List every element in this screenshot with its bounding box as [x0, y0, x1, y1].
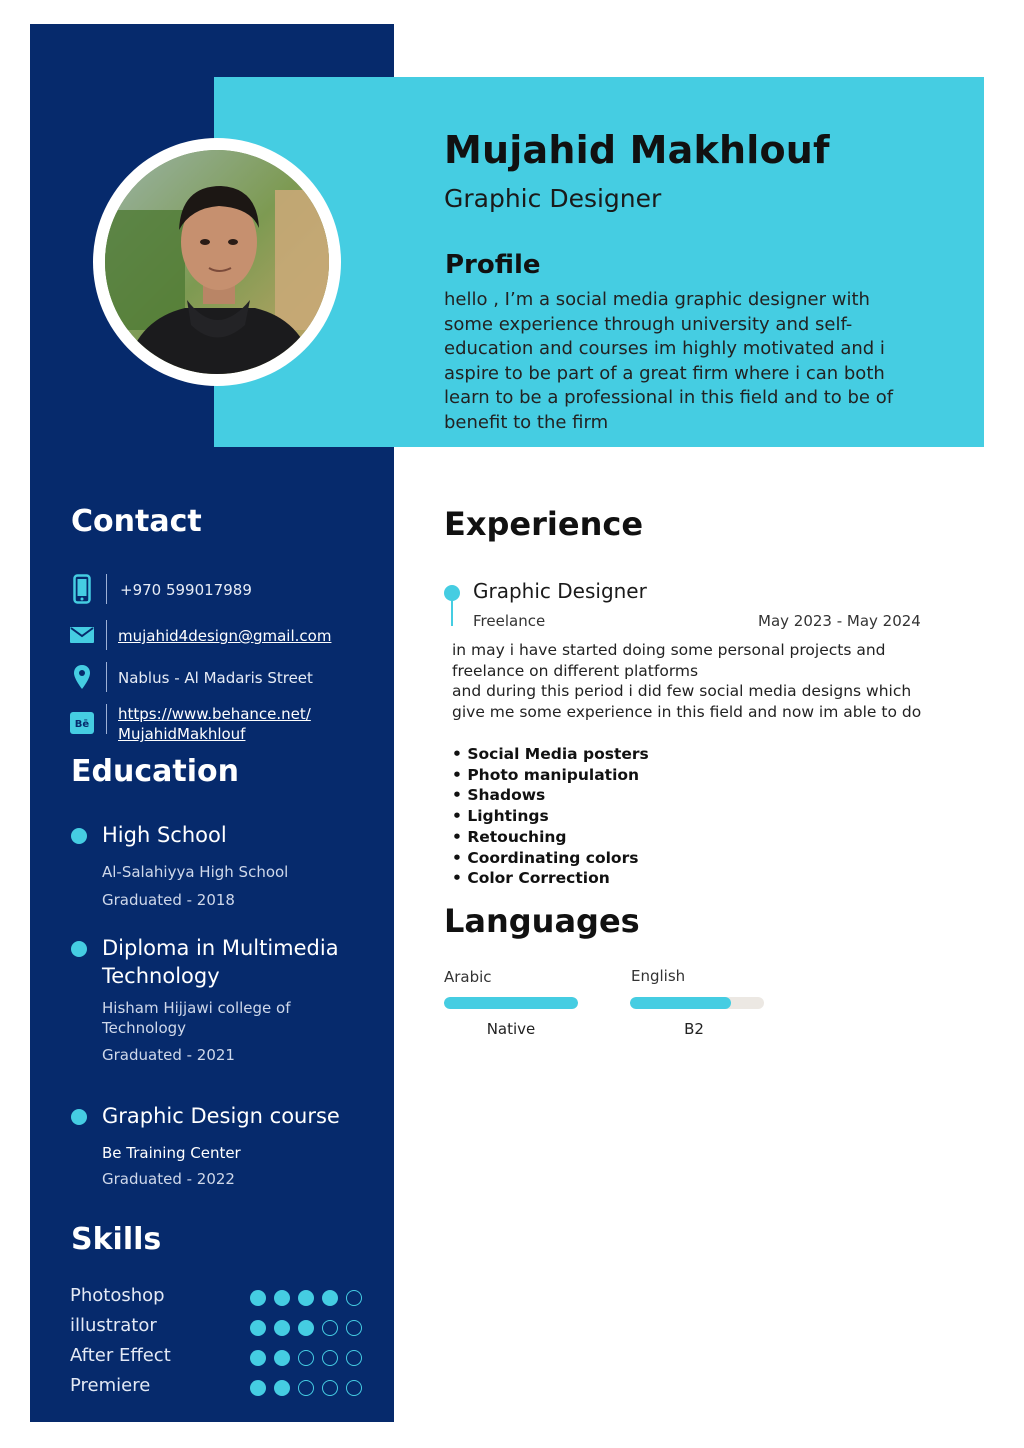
skill-dot-filled: [298, 1320, 314, 1336]
list-item: • Color Correction: [452, 869, 610, 888]
skills-heading: Skills: [71, 1222, 162, 1257]
experience-dates: May 2023 - May 2024: [758, 612, 921, 630]
contact-phone: [68, 574, 368, 608]
skill-name: Photoshop: [70, 1285, 165, 1306]
education-graduated: Graduated - 2021: [102, 1046, 235, 1064]
skill-name: illustrator: [70, 1315, 157, 1336]
skill-dot-filled: [250, 1380, 266, 1396]
skill-dot-filled: [250, 1350, 266, 1366]
experience-company: Freelance: [473, 612, 546, 630]
skill-dot-filled: [250, 1320, 266, 1336]
education-graduated: Graduated - 2022: [102, 1170, 235, 1188]
phone-text: +970 599017989: [120, 581, 252, 599]
list-item: • Lightings: [452, 807, 549, 826]
education-school: Hisham Hijjawi college of Technology: [102, 999, 291, 1037]
list-item: • Photo manipulation: [452, 765, 640, 784]
skill-dot-filled: [274, 1290, 290, 1306]
list-item: • Shadows: [452, 786, 546, 805]
language-bar: [444, 997, 578, 1009]
candidate-role: Graphic Designer: [444, 184, 662, 213]
email-icon: [68, 620, 96, 650]
behance-link[interactable]: [118, 704, 311, 744]
skill-dot-empty: [322, 1320, 338, 1336]
svg-text:Bē: Bē: [74, 719, 90, 730]
location-text: Nablus - Al Madaris Street: [118, 669, 313, 687]
experience-role: Graphic Designer: [473, 579, 647, 603]
education-bullet: [71, 941, 87, 957]
education-title: Diploma in Multimedia Technology: [102, 936, 339, 988]
education-graduated: Graduated - 2018: [102, 891, 235, 909]
education-school: Be Training Center: [102, 1144, 241, 1162]
education-school: Al-Salahiyya High School: [102, 863, 289, 881]
education-title: High School: [102, 823, 227, 847]
skill-dot-filled: [298, 1290, 314, 1306]
behance-link-line2[interactable]: MujahidMakhlouf: [118, 725, 246, 743]
portrait-image: [105, 150, 329, 374]
timeline-line: [451, 598, 453, 626]
skill-dot-filled: [322, 1290, 338, 1306]
contact-separator: [106, 620, 107, 650]
education-title: Graphic Design course: [102, 1104, 340, 1128]
language-level: Native: [486, 1020, 536, 1038]
language-name: English: [631, 967, 686, 985]
language-bar-fill: [630, 997, 731, 1009]
contact-location: [68, 662, 368, 696]
list-item: • Coordinating colors: [452, 848, 639, 867]
skill-dot-empty: [298, 1380, 314, 1396]
skill-name: Premiere: [70, 1375, 151, 1396]
avatar: [105, 150, 329, 374]
behance-icon: [68, 708, 96, 738]
skill-name: After Effect: [70, 1345, 171, 1366]
email-link[interactable]: mujahid4design@gmail.com: [118, 627, 332, 645]
candidate-name: Mujahid Makhlouf: [444, 128, 830, 172]
education-heading: Education: [71, 754, 239, 789]
languages-heading: Languages: [444, 902, 640, 940]
skill-dot-empty: [298, 1350, 314, 1366]
phone-icon: [68, 574, 96, 604]
profile-text: hello , I’m a social media graphic designer with some experience through university and self-education and courses im highly motivated and i aspire to be part of a great firm where i can both learn to be a professional in this field and to be of benefit to the firm: [444, 289, 894, 433]
skill-dot-empty: [346, 1290, 362, 1306]
skill-dot-empty: [346, 1350, 362, 1366]
language-level: B2: [684, 1020, 704, 1038]
skill-dot-empty: [322, 1380, 338, 1396]
skill-dot-filled: [274, 1350, 290, 1366]
language-bar: [630, 997, 764, 1009]
experience-skills-list: [452, 744, 649, 889]
location-icon: [68, 662, 96, 692]
contact-separator: [106, 662, 107, 692]
skill-dot-empty: [346, 1380, 362, 1396]
experience-heading: Experience: [444, 505, 644, 543]
list-item: • Social Media posters: [452, 745, 649, 763]
skill-dot-filled: [250, 1290, 266, 1306]
language-bar-fill: [444, 997, 578, 1009]
skill-dot-empty: [346, 1320, 362, 1336]
skill-dot-filled: [274, 1380, 290, 1396]
contact-email: [68, 620, 368, 654]
skill-dot-empty: [322, 1350, 338, 1366]
behance-link-line1[interactable]: https://www.behance.net/: [118, 705, 311, 723]
skill-dot-filled: [274, 1320, 290, 1336]
experience-description: in may i have started doing some personal projects and freelance on different platforms and during this period i did few social media designs which give me some experience in this field and now im able to do: [452, 641, 922, 722]
list-item: • Retouching: [452, 827, 567, 846]
profile-heading: Profile: [445, 250, 541, 280]
contact-separator: [106, 704, 107, 734]
contact-separator: [106, 574, 107, 604]
language-name: Arabic: [444, 968, 492, 986]
education-bullet: [71, 1109, 87, 1125]
contact-heading: Contact: [71, 504, 202, 539]
education-bullet: [71, 828, 87, 844]
contact-behance: [68, 704, 368, 746]
